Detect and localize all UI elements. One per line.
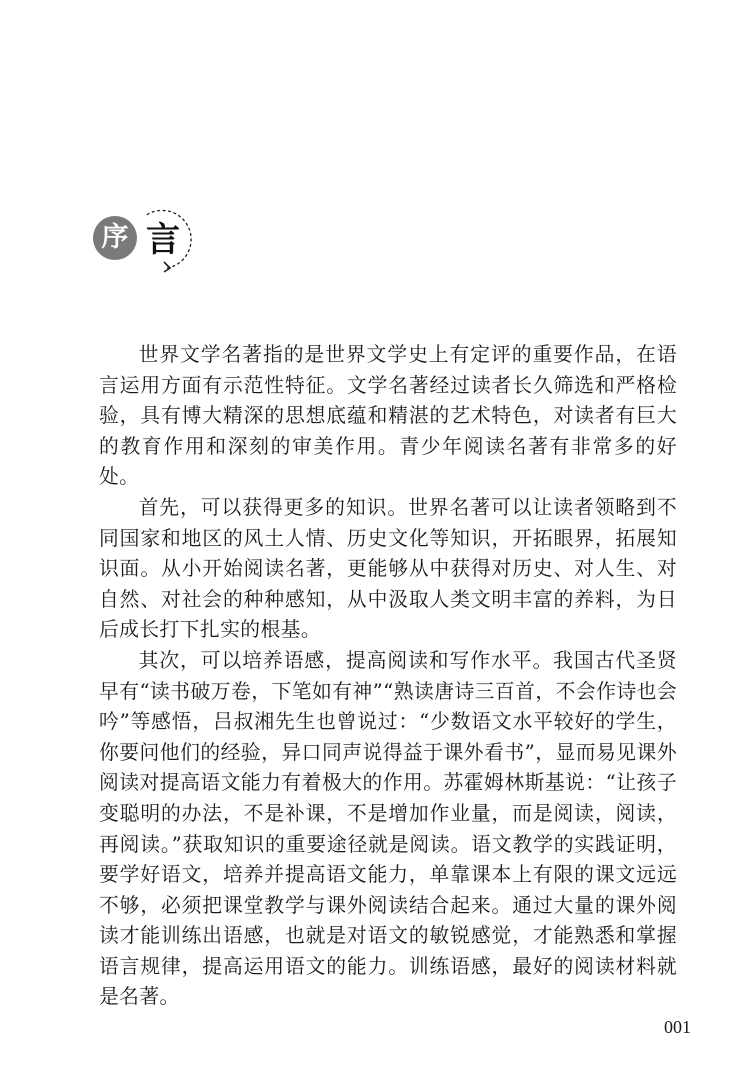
paragraph: 世界文学名著指的是世界文学史上有定评的重要作品，在语言运用方面有示范性特征。文学名著经过读者长久筛选和严格检验，具有博大精深的思想底蕴和精湛的艺术特色，对读者有巨大的教育作用和深刻的审美作用。青少年阅读名著有非常多的好处。 xyxy=(99,343,677,489)
paragraph: 其次，可以培养语感，提高阅读和写作水平。我国古代圣贤早有“读书破万卷，下笔如有神”“熟读唐诗三百首，不会作诗也会吟”等感悟，吕叔湘先生也曾说过：“少数语文水平较好的学生，你要问他们的经验，异口同声说得益于课外看书”，显而易见课外阅读对提高语文能力有着极大的作用。苏霍姆林斯基说：“让孩子变聪明的办法，不是补课，不是增加作业量，而是阅读，阅读，再阅读。”获取知识的重要途径就是阅读。语文教学的实践证明，要学好语文，培养并提高语文能力，单靠课本上有限的课文远远不够，必须把课堂教学与课外阅读结合起来。通过大量的课外阅读才能训练出语感，也就是对语文的敏锐感觉，才能熟悉和掌握语言规律，提高运用语文的能力。训练语感，最好的阅读材料就是名著。 xyxy=(99,648,677,1009)
page-number: 001 xyxy=(664,1017,691,1037)
preface-body xyxy=(99,340,677,1013)
heading-char-circle: 序 xyxy=(93,216,137,260)
chapter-heading xyxy=(93,204,213,274)
heading-char: 言 xyxy=(146,220,180,260)
paragraph: 首先，可以获得更多的知识。世界名著可以让读者领略到不同国家和地区的风土人情、历史文化等知识，开拓眼界，拓展知识面。从小开始阅读名著，更能够从中获得对历史、对人生、对自然、对社会的种种感知，从中汲取人类文明丰富的养料，为日后成长打下扎实的根基。 xyxy=(99,495,677,642)
